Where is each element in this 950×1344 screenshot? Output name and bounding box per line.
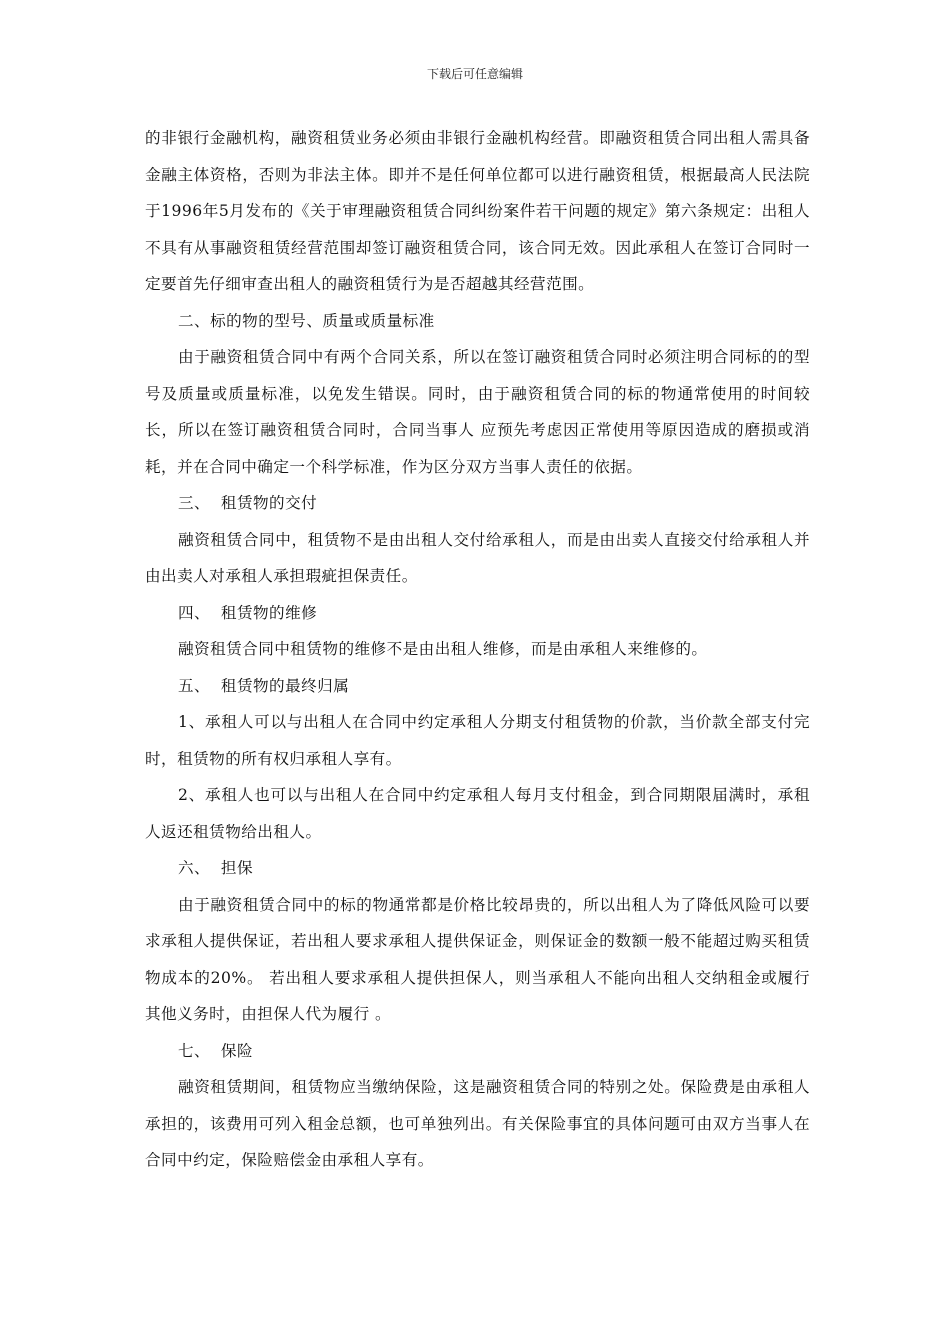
paragraph: 由于融资租赁合同中的标的物通常都是价格比较昂贵的，所以出租人为了降低风险可以要求承租人提供保证，若出租人要求承租人提供保证金，则保证金的数额一般不能超过购买租赁物成本的20%。 若出租人要求承租人提供担保人，则当承租人不能向出租人交纳租金或履行其他义务时，由担保人代为履行 。: [145, 895, 810, 1023]
paragraph: 2、承租人也可以与出租人在合同中约定承租人每月支付租金，到合同期限届满时，承租人返还租赁物给出租人。: [145, 786, 810, 841]
section-heading-5: 五、 租赁物的最终归属: [178, 676, 350, 695]
paragraph: 融资租赁合同中租赁物的维修不是由出租人维修，而是由承租人来维修的。: [178, 640, 708, 658]
section-heading-3: 三、 租赁物的交付: [178, 494, 318, 512]
section-heading-6: 六、 担保: [178, 859, 253, 877]
paragraph: 1、承租人可以与出租人在合同中约定承租人分期支付租赁物的价款，当价款全部支付完时，租赁物的所有权归承租人享有。: [145, 713, 810, 768]
page-header: 下载后可任意编辑: [426, 67, 523, 81]
paragraph: 由于融资租赁合同中有两个合同关系，所以在签订融资租赁合同时必须注明合同标的的型号及质量或质量标准，以免发生错误。同时，由于融资租赁合同的标的物通常使用的时间较长，所以在签订融资租赁合同时，合同当事人 应预先考虑因正常使用等原因造成的磨损或消耗，并在合同中确定一个科学标准，作为区分双方当事人责任的依据。: [145, 348, 810, 476]
paragraph: 融资租赁期间，租赁物应当缴纳保险，这是融资租赁合同的特别之处。保险费是由承租人承担的，该费用可列入租金总额，也可单独列出。有关保险事宜的具体问题可由双方当事人在合同中约定，保险赔偿金由承租人享有。: [145, 1078, 810, 1169]
section-heading-2: 二、标的物的型号、质量或质量标准: [178, 311, 435, 330]
document-body: [145, 120, 810, 1179]
section-heading-4: 四、 租赁物的维修: [178, 603, 318, 622]
paragraph: 融资租赁合同中，租赁物不是由出租人交付给承租人，而是由出卖人直接交付给承租人并由出卖人对承租人承担瑕疵担保责任。: [145, 530, 810, 585]
section-heading-7: 七、 保险: [178, 1041, 253, 1060]
paragraph-continued: 的非银行金融机构，融资租赁业务必须由非银行金融机构经营。即融资租赁合同出租人需具备金融主体资格，否则为非法主体。即并不是任何单位都可以进行融资租赁，根据最高人民法院于1996年5月发布的《关于审理融资租赁合同纠纷案件若干问题的规定》第六条规定：出租人不具有从事融资租赁经营范围却签订融资租赁合同，该合同无效。因此承租人在签订合同时一定要首先仔细审查出租人的融资租赁行为是否超越其经营范围。: [145, 129, 810, 293]
